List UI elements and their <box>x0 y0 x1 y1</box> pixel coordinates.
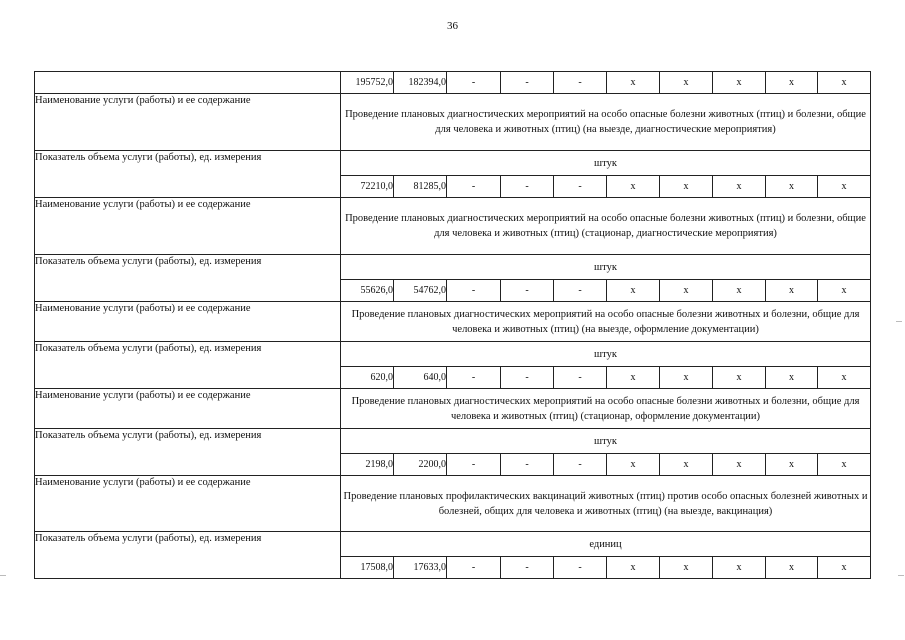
value-cell-1: 55626,0 <box>341 280 394 302</box>
x-cell: x <box>660 454 713 476</box>
dash-cell: - <box>447 280 501 302</box>
x-cell: x <box>607 176 660 198</box>
unit-of-measure: единиц <box>341 532 871 557</box>
x-cell: x <box>766 176 818 198</box>
x-cell: x <box>766 454 818 476</box>
x-cell: x <box>660 367 713 389</box>
x-cell: x <box>607 454 660 476</box>
service-name-label: Наименование услуги (работы) и ее содержание <box>35 198 341 255</box>
x-cell: x <box>607 557 660 579</box>
x-cell: x <box>713 367 766 389</box>
value-cell-1: 620,0 <box>341 367 394 389</box>
value-cell-2: 81285,0 <box>394 176 447 198</box>
service-name-row <box>35 302 871 342</box>
scan-edge-mark <box>896 321 902 322</box>
x-cell: x <box>713 557 766 579</box>
x-cell: x <box>818 367 871 389</box>
dash-cell: - <box>447 367 501 389</box>
volume-indicator-label: Показатель объема услуги (работы), ед. измерения <box>35 429 341 476</box>
services-table <box>34 71 871 579</box>
service-description: Проведение плановых профилактических вакцинаций животных (птиц) против особо опасных болезней животных и болезней, общих для человека и животных (птиц) (на выезде, вакцинация) <box>341 476 871 532</box>
x-cell: x <box>660 176 713 198</box>
dash-cell: - <box>501 280 554 302</box>
volume-indicator-label: Показатель объема услуги (работы), ед. измерения <box>35 342 341 389</box>
value-cell-1: 2198,0 <box>341 454 394 476</box>
dash-cell: - <box>501 454 554 476</box>
dash-cell: - <box>447 176 501 198</box>
x-cell: x <box>818 454 871 476</box>
dash-cell: - <box>447 72 501 94</box>
volume-indicator-row <box>35 429 871 454</box>
volume-indicator-row <box>35 342 871 367</box>
dash-cell: - <box>554 176 607 198</box>
value-cell-2: 182394,0 <box>394 72 447 94</box>
x-cell: x <box>713 72 766 94</box>
service-description: Проведение плановых диагностических мероприятий на особо опасные болезни животных (птиц) и болезни, общие для человека и животных (птиц) (стационар, диагностические мероприятия) <box>341 198 871 255</box>
x-cell: x <box>766 367 818 389</box>
x-cell: x <box>818 176 871 198</box>
value-cell-2: 2200,0 <box>394 454 447 476</box>
x-cell: x <box>607 367 660 389</box>
x-cell: x <box>713 176 766 198</box>
service-name-label: Наименование услуги (работы) и ее содержание <box>35 94 341 151</box>
value-cell-2: 640,0 <box>394 367 447 389</box>
service-name-row <box>35 476 871 532</box>
service-name-row <box>35 94 871 151</box>
service-description: Проведение плановых диагностических мероприятий на особо опасные болезни животных (птиц) и болезни, общие для человека и животных (птиц) (на выезде, диагностические мероприятия) <box>341 94 871 151</box>
service-name-row <box>35 198 871 255</box>
x-cell: x <box>713 454 766 476</box>
volume-indicator-label: Показатель объема услуги (работы), ед. измерения <box>35 255 341 302</box>
x-cell: x <box>660 280 713 302</box>
unit-of-measure: штук <box>341 429 871 454</box>
dash-cell: - <box>554 280 607 302</box>
x-cell: x <box>766 72 818 94</box>
dash-cell: - <box>501 176 554 198</box>
x-cell: x <box>818 280 871 302</box>
unit-of-measure: штук <box>341 255 871 280</box>
x-cell: x <box>607 280 660 302</box>
dash-cell: - <box>501 557 554 579</box>
x-cell: x <box>660 557 713 579</box>
volume-indicator-row <box>35 151 871 176</box>
service-name-row <box>35 389 871 429</box>
dash-cell: - <box>501 72 554 94</box>
value-cell-1: 195752,0 <box>341 72 394 94</box>
x-cell: x <box>818 72 871 94</box>
dash-cell: - <box>554 454 607 476</box>
values-row <box>35 72 871 94</box>
unit-of-measure: штук <box>341 151 871 176</box>
volume-indicator-row <box>35 255 871 280</box>
volume-indicator-label: Показатель объема услуги (работы), ед. измерения <box>35 151 341 198</box>
value-cell-1: 17508,0 <box>341 557 394 579</box>
value-cell-1: 72210,0 <box>341 176 394 198</box>
dash-cell: - <box>554 367 607 389</box>
value-cell-2: 17633,0 <box>394 557 447 579</box>
dash-cell: - <box>501 367 554 389</box>
scan-edge-mark <box>0 575 6 576</box>
unit-of-measure: штук <box>341 342 871 367</box>
volume-indicator-label: Показатель объема услуги (работы), ед. измерения <box>35 532 341 579</box>
dash-cell: - <box>554 557 607 579</box>
x-cell: x <box>660 72 713 94</box>
volume-indicator-row <box>35 532 871 557</box>
service-description: Проведение плановых диагностических мероприятий на особо опасные болезни животных и болезни, общие для человека и животных (птиц) (стационар, оформление документации) <box>341 389 871 429</box>
service-description: Проведение плановых диагностических мероприятий на особо опасные болезни животных и болезни, общие для человека и животных (птиц) (на выезде, оформление документации) <box>341 302 871 342</box>
page-number: 36 <box>447 20 458 32</box>
empty-cell <box>35 72 341 94</box>
service-name-label: Наименование услуги (работы) и ее содержание <box>35 476 341 532</box>
x-cell: x <box>713 280 766 302</box>
x-cell: x <box>766 557 818 579</box>
scan-edge-mark <box>898 575 904 576</box>
x-cell: x <box>766 280 818 302</box>
dash-cell: - <box>447 454 501 476</box>
service-name-label: Наименование услуги (работы) и ее содержание <box>35 389 341 429</box>
x-cell: x <box>818 557 871 579</box>
dash-cell: - <box>554 72 607 94</box>
dash-cell: - <box>447 557 501 579</box>
service-name-label: Наименование услуги (работы) и ее содержание <box>35 302 341 342</box>
x-cell: x <box>607 72 660 94</box>
value-cell-2: 54762,0 <box>394 280 447 302</box>
